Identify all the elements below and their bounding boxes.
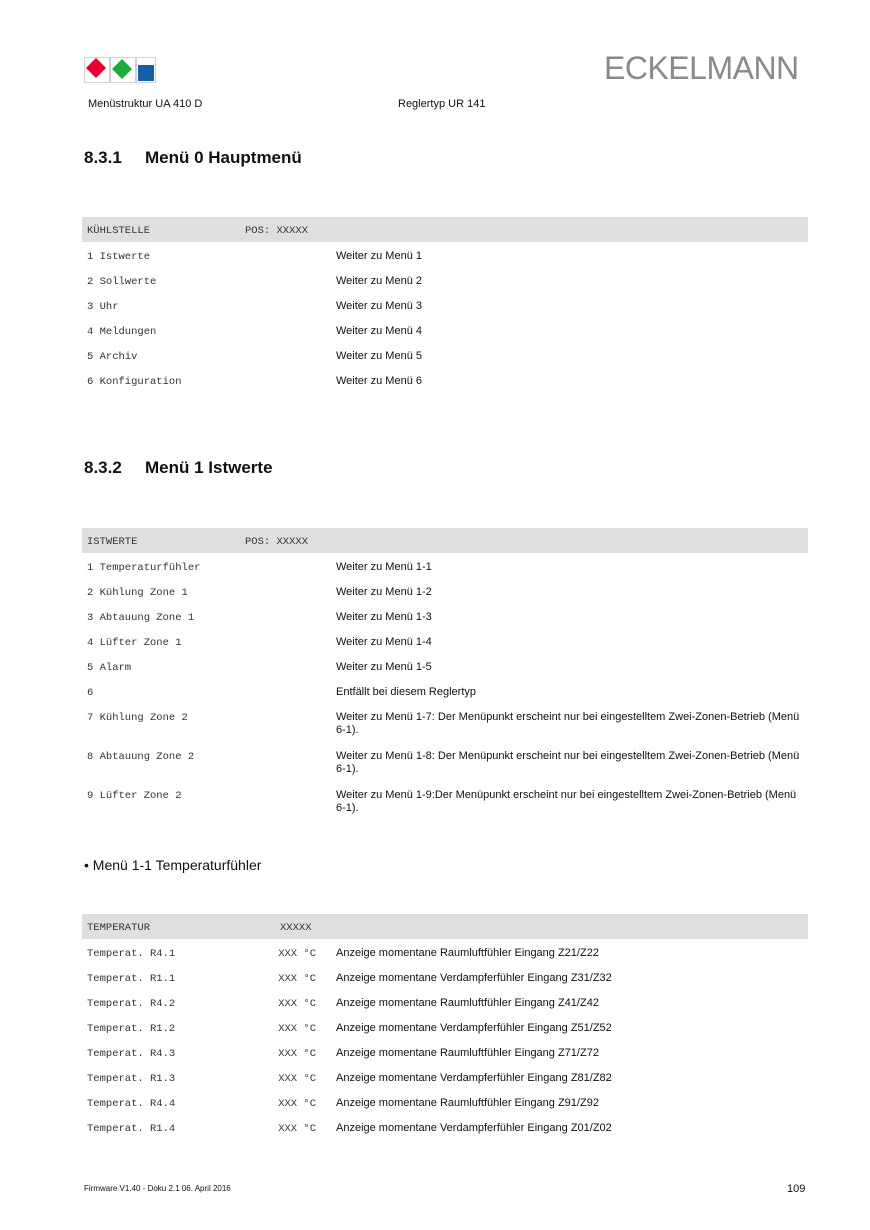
menu-item-desc: Weiter zu Menü 1-8: Der Menüpunkt erscheint nur bei eingestelltem Zwei-Zonen-Betrieb (Menü 6-1). [336, 750, 800, 775]
table-row [82, 367, 808, 392]
section-title: Menü 0 Hauptmenü [145, 148, 302, 167]
sensor-desc: Anzeige momentane Verdampferfühler Eingang Z01/Z02 [336, 1122, 612, 1134]
table-row [82, 267, 808, 292]
sensor-desc: Anzeige momentane Raumluftfühler Eingang Z41/Z42 [336, 997, 599, 1009]
table-row [82, 628, 808, 653]
section-heading-2 [84, 458, 273, 478]
table-row [82, 1114, 808, 1139]
subsection-heading [84, 857, 261, 873]
sensor-value: XXX °C [278, 1123, 316, 1135]
menu-item-label: 2 Sollwerte [87, 276, 157, 288]
table-row [82, 1064, 808, 1089]
table-row [82, 781, 808, 820]
menu-item-label: 1 Istwerte [87, 251, 151, 263]
sensor-label: Temperat. R1.1 [87, 973, 176, 985]
sensor-value: XXX °C [278, 948, 316, 960]
brand-name: ECKELMANN [604, 50, 799, 86]
menu-item-label: 4 Meldungen [87, 326, 157, 338]
footer-firmware-info: Firmware V1.40 - Doku 2.1 06. April 2016 [84, 1184, 231, 1193]
sensor-label: Temperat. R1.2 [87, 1023, 176, 1035]
table-row [82, 653, 808, 678]
table-row [82, 1014, 808, 1039]
table-row [82, 703, 808, 742]
table-row [82, 964, 808, 989]
table-row [82, 342, 808, 367]
table-row [82, 317, 808, 342]
table-row [82, 989, 808, 1014]
table-header-pos: POS: XXXXX [245, 536, 309, 548]
sensor-desc: Anzeige momentane Verdampferfühler Eingang Z81/Z82 [336, 1072, 612, 1084]
table-header [82, 914, 808, 939]
table-row [82, 292, 808, 317]
sensor-desc: Anzeige momentane Verdampferfühler Eingang Z31/Z32 [336, 972, 612, 984]
table-header-title: ISTWERTE [87, 536, 138, 548]
sensor-label: Temperat. R4.1 [87, 948, 176, 960]
sensor-desc: Anzeige momentane Verdampferfühler Eingang Z51/Z52 [336, 1022, 612, 1034]
menu-item-desc: Weiter zu Menü 2 [336, 275, 423, 287]
menu-item-desc: Weiter zu Menü 1-1 [336, 561, 432, 573]
menu-item-label: 3 Abtauung Zone 1 [87, 612, 195, 624]
sensor-label: Temperat. R1.4 [87, 1123, 176, 1135]
sensor-desc: Anzeige momentane Raumluftfühler Eingang Z71/Z72 [336, 1047, 599, 1059]
menu-item-label: 6 Konfiguration [87, 376, 182, 388]
header-controller-type: Reglertyp UR 141 [398, 98, 486, 110]
bullet-icon: • [84, 857, 89, 873]
table-row [82, 242, 808, 267]
logo-red-diamond [86, 58, 106, 78]
page-number: 109 [787, 1183, 806, 1195]
menu-item-label: 5 Alarm [87, 662, 132, 674]
sensor-value: XXX °C [278, 1023, 316, 1035]
subsection-title: Menü 1-1 Temperaturfühler [92, 857, 262, 873]
sensor-desc: Anzeige momentane Raumluftfühler Eingang Z21/Z22 [336, 947, 599, 959]
table-header [82, 528, 808, 553]
logo-blue-square [138, 65, 154, 81]
table-header-pos: POS: XXXXX [245, 225, 309, 237]
menu-item-desc: Weiter zu Menü 1-7: Der Menüpunkt erscheint nur bei eingestelltem Zwei-Zonen-Betrieb (Menü 6-1). [336, 711, 800, 736]
sensor-label: Temperat. R4.2 [87, 998, 176, 1010]
section-number: 8.3.2 [84, 458, 122, 477]
menu-item-label: 3 Uhr [87, 301, 119, 313]
sensor-value: XXX °C [278, 1098, 316, 1110]
menu-item-label: 4 Lüfter Zone 1 [87, 637, 182, 649]
menu-item-desc: Weiter zu Menü 3 [336, 300, 423, 312]
menu-item-label: 8 Abtauung Zone 2 [87, 751, 195, 763]
menu-item-label: 6 [87, 687, 94, 699]
sensor-value: XXX °C [278, 973, 316, 985]
table-row [82, 939, 808, 964]
table-row [82, 678, 808, 703]
table-row [82, 553, 808, 578]
menu-table-temperatur [82, 914, 808, 1139]
sensor-desc: Anzeige momentane Raumluftfühler Eingang Z91/Z92 [336, 1097, 599, 1109]
section-title: Menü 1 Istwerte [145, 458, 273, 477]
sensor-value: XXX °C [278, 1048, 316, 1060]
sensor-value: XXX °C [278, 1073, 316, 1085]
menu-item-desc: Entfällt bei diesem Reglertyp [336, 686, 477, 698]
logo-diamonds-icon [84, 56, 158, 84]
menu-item-desc: Weiter zu Menü 1-3 [336, 611, 432, 623]
table-row [82, 1039, 808, 1064]
section-number: 8.3.1 [84, 148, 122, 167]
table-row [82, 578, 808, 603]
menu-item-desc: Weiter zu Menü 1-9:Der Menüpunkt erscheint nur bei eingestelltem Zwei-Zonen-Betrieb (Menü 6-1). [336, 789, 797, 814]
menu-item-label: 2 Kühlung Zone 1 [87, 587, 188, 599]
menu-item-desc: Weiter zu Menü 4 [336, 325, 423, 337]
menu-item-label: 5 Archiv [87, 351, 138, 363]
sensor-value: XXX °C [278, 998, 316, 1010]
table-row [82, 742, 808, 781]
table-header-title: KÜHLSTELLE [87, 225, 151, 237]
table-header-value: XXXXX [280, 922, 312, 934]
table-row [82, 1089, 808, 1114]
menu-item-desc: Weiter zu Menü 1-2 [336, 586, 432, 598]
table-header-title: TEMPERATUR [87, 922, 151, 934]
menu-item-desc: Weiter zu Menü 6 [336, 375, 423, 387]
menu-item-desc: Weiter zu Menü 1-5 [336, 661, 432, 673]
menu-item-label: 7 Kühlung Zone 2 [87, 712, 188, 724]
menu-item-desc: Weiter zu Menü 5 [336, 350, 423, 362]
menu-item-label: 9 Lüfter Zone 2 [87, 790, 182, 802]
sensor-label: Temperat. R4.4 [87, 1098, 176, 1110]
menu-item-desc: Weiter zu Menü 1-4 [336, 636, 432, 648]
table-header [82, 217, 808, 242]
logo-green-diamond [112, 59, 132, 79]
menu-table-istwerte [82, 528, 808, 820]
section-heading-1 [84, 148, 302, 168]
table-row [82, 603, 808, 628]
header-document-title: Menüstruktur UA 410 D [88, 98, 203, 110]
sensor-label: Temperat. R1.3 [87, 1073, 176, 1085]
menu-item-label: 1 Temperaturfühler [87, 562, 201, 574]
menu-table-main [82, 217, 808, 392]
menu-item-desc: Weiter zu Menü 1 [336, 250, 423, 262]
sensor-label: Temperat. R4.3 [87, 1048, 176, 1060]
